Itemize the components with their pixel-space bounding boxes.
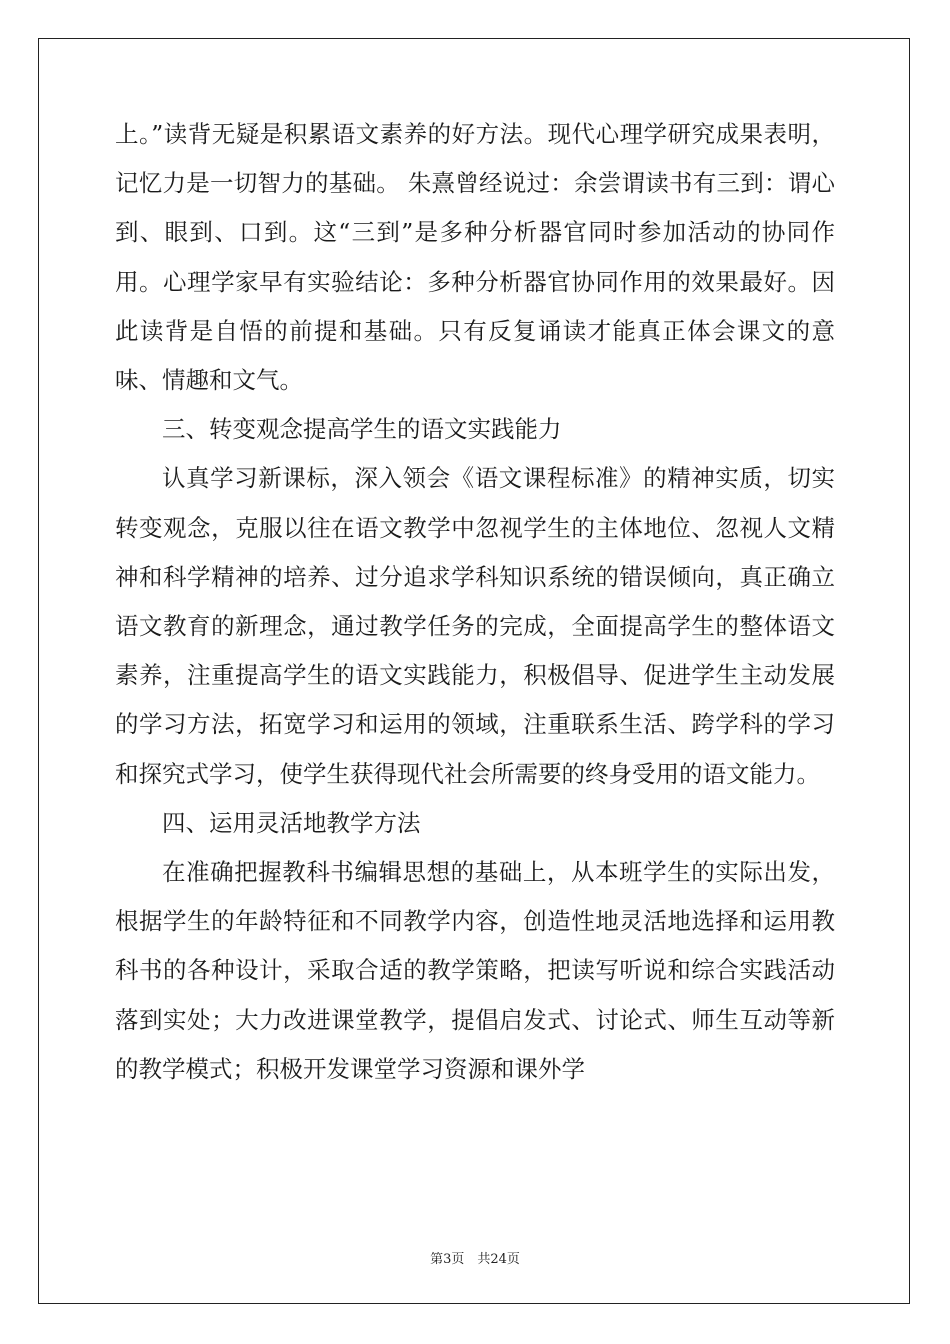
- section-heading-3: 三、转变观念提高学生的语文实践能力: [162, 415, 562, 444]
- paragraph-section-4: 在准确把握教科书编辑思想的基础上，从本班学生的实际出发，根据学生的年龄特征和不同教学内容，创造性地灵活地选择和运用教科书的各种设计，采取合适的教学策略，把读写听说和综合实践活动落到实处；大力改进课堂教学，提倡启发式、讨论式、师生互动等新的教学模式；积极开发课堂学习资源和课外学: [115, 858, 835, 1083]
- page-number-footer: 第3页 共24页: [430, 1252, 520, 1267]
- paragraph-continuation: 上。”读背无疑是积累语文素养的好方法。现代心理学研究成果表明，记忆力是一切智力的基础。 朱熹曾经说过：余尝谓读书有三到：谓心到、眼到、口到。这“三到”是多种分析器官同时参加活动的协同作用。心理学家早有实验结论：多种分析器官协同作用的效果最好。因此读背是自悟的前提和基础。只有反复诵读才能真正体会课文的意味、情趣和文气。: [115, 120, 835, 395]
- document-body: [115, 110, 835, 1094]
- section-heading-4: 四、运用灵活地教学方法: [162, 808, 421, 837]
- paragraph-section-3: 认真学习新课标，深入领会《语文课程标准》的精神实质，切实转变观念，克服以往在语文教学中忽视学生的主体地位、忽视人文精神和科学精神的培养、过分追求学科知识系统的错误倾向，真正确立语文教育的新理念，通过教学任务的完成，全面提高学生的整体语文素养，注重提高学生的语文实践能力，积极倡导、促进学生主动发展的学习方法，拓宽学习和运用的领域，注重联系生活、跨学科的学习和探究式学习，使学生获得现代社会所需要的终身受用的语文能力。: [115, 464, 835, 788]
